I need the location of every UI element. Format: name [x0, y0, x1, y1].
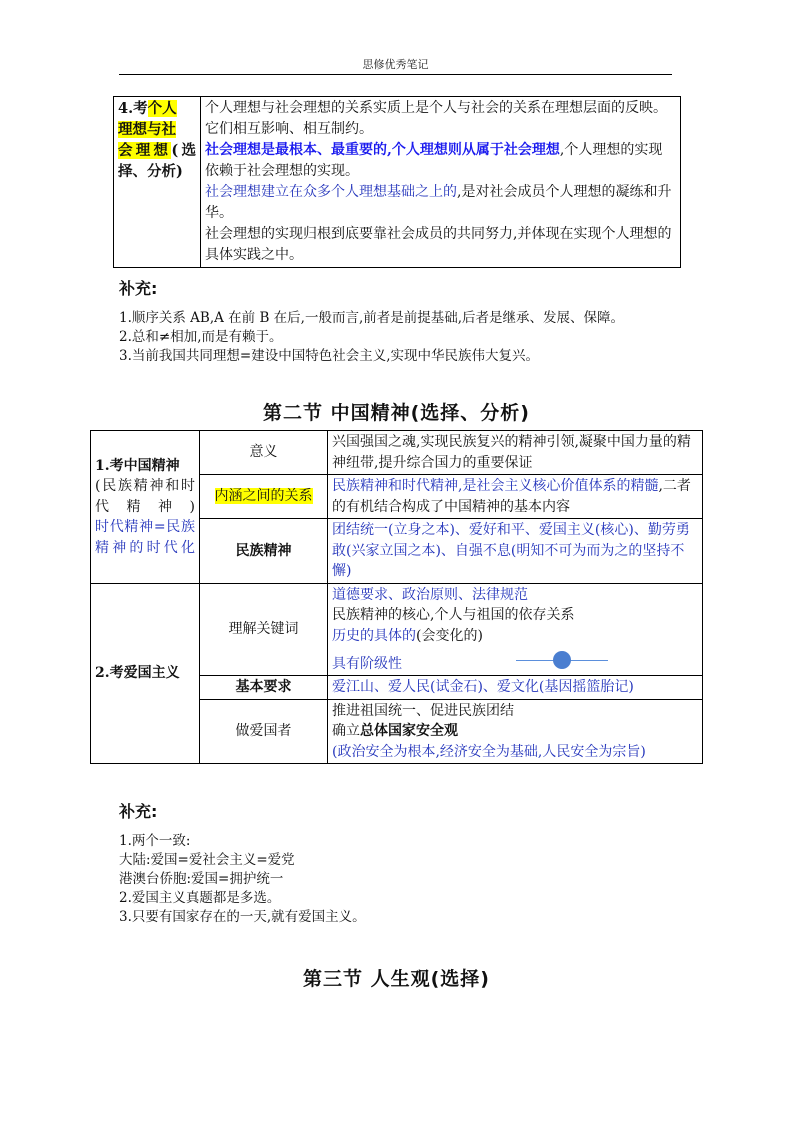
- row-relation-content: [328, 475, 703, 519]
- group-2-title: 2.考爱国主义: [95, 665, 180, 681]
- supplement-1-list: [119, 309, 679, 366]
- ideal-topic-content: [201, 97, 681, 268]
- group-1-blue: 时代精神=民族精神的时代化: [95, 519, 195, 556]
- chinese-spirit-table: [90, 430, 703, 764]
- keywords-line-4: 具有阶级性: [332, 656, 402, 672]
- patriot-line-2: [332, 721, 698, 742]
- label-highlight-2: 理想与社: [118, 121, 176, 138]
- patriot-line-1: 推进祖国统一、促进民族团结: [332, 702, 514, 719]
- para-1: 个人理想与社会理想的关系实质上是个人与社会的关系在理想层面的反映。它们相互影响、相互制约。: [205, 100, 667, 137]
- label-prefix: 4.考: [118, 100, 148, 117]
- supplement-2-item: 1.两个一致:: [119, 833, 191, 849]
- supplement-1-item: 2.总和≠相加,而是有赖于。: [119, 329, 283, 345]
- keywords-line-3-blue: 历史的具体的: [332, 627, 416, 644]
- row-national-content: 团结统一(立身之本)、爱好和平、爱国主义(核心)、勤劳勇敢(兴家立国之本)、自强不息(明知不可为而为之的坚持不懈): [328, 519, 703, 584]
- supplement-2-item: 大陆:爱国=爱社会主义=爱党: [119, 852, 295, 868]
- label-highlight-3: 会理想: [118, 142, 172, 159]
- slider-control[interactable]: [332, 646, 698, 674]
- para-3-blue: 社会理想建立在众多个人理想基础之上的: [205, 184, 457, 200]
- slider-handle[interactable]: [553, 651, 571, 669]
- row-meaning-content: 兴国强国之魂,实现民族复兴的精神引领,凝聚中国力量的精神纽带,提升综合国力的重要保证: [328, 431, 703, 475]
- row-national-label: 民族精神: [200, 519, 328, 584]
- row-patriot-content: [328, 699, 703, 764]
- section-2-title: 第二节 中国精神(选择、分析): [263, 402, 530, 424]
- relation-blue: 民族精神和时代精神,是社会主义核心价值体系的精髓: [332, 478, 659, 494]
- group-1-title: 1.考中国精神: [95, 457, 180, 474]
- ideal-topic-label: [114, 97, 201, 268]
- row-basic-content: 爱江山、爱人民(试金石)、爱文化(基因摇篮胎记): [328, 676, 703, 700]
- relation-rest: ,二者的有机结合构成了中国精神的基本内容: [332, 478, 691, 515]
- group-1-sub: (民族精神和时代精神): [95, 478, 195, 515]
- keywords-line-1: 道德要求、政治原则、法律规范: [332, 586, 528, 603]
- section-3-title: 第三节 人生观(选择): [303, 968, 490, 990]
- row-basic-label: 基本要求: [200, 676, 328, 700]
- ideal-relation-table: [113, 96, 681, 268]
- label-suffix: (选择、分析): [118, 142, 196, 180]
- keywords-line-3-rest: (会变化的): [416, 627, 483, 644]
- supplement-2-item: 港澳台侨胞:爱国=拥护统一: [119, 871, 284, 887]
- para-4: 社会理想的实现归根到底要靠社会成员的共同努力,并体现在实现个人理想的具体实践之中。: [205, 226, 672, 263]
- supplement-1-item: 3.当前我国共同理想=建设中国特色社会主义,实现中华民族伟大复兴。: [119, 348, 539, 364]
- supplement-2-item: 3.只要有国家存在的一天,就有爱国主义。: [119, 909, 366, 925]
- supplement-2-item: 2.爱国主义真题都是多选。: [119, 890, 281, 906]
- relation-label-text: 内涵之间的关系: [214, 488, 313, 505]
- group-chinese-spirit: [91, 431, 200, 584]
- keywords-line-3: [332, 626, 698, 647]
- header-title: 思修优秀笔记: [362, 58, 429, 71]
- row-relation-label: [200, 475, 328, 519]
- para-3: [205, 182, 676, 224]
- patriot-line-3: (政治安全为根本,经济安全为基础,人民安全为宗旨): [332, 743, 646, 760]
- label-highlight-1: 个人: [147, 100, 177, 117]
- group-patriotism: [91, 583, 200, 764]
- para-2-rest: ,个人理想的实现依赖于社会理想的实现。: [205, 142, 663, 179]
- para-2-bold: 社会理想是最根本、最重要的,个人理想则从属于社会理想: [205, 142, 560, 158]
- keywords-line-2: 民族精神的核心,个人与祖国的依存关系: [332, 607, 575, 623]
- row-keywords-label: 理解关键词: [200, 583, 328, 676]
- row-meaning-label: 意义: [200, 431, 328, 475]
- supplement-1-title: 补充:: [119, 279, 158, 298]
- para-2: [205, 140, 676, 182]
- supplement-2-title: 补充:: [119, 802, 158, 821]
- para-3-rest: ,是对社会成员个人理想的凝练和升华。: [205, 184, 672, 221]
- page-header: [119, 56, 672, 75]
- row-patriot-label: 做爱国者: [200, 699, 328, 764]
- patriot-line-2-bold: 总体国家安全观: [360, 723, 458, 739]
- row-keywords-content: [328, 583, 703, 676]
- supplement-1-item: 1.顺序关系 AB,A 在前 B 在后,一般而言,前者是前提基础,后者是继承、发展、保障。: [119, 310, 625, 326]
- supplement-2-list: [119, 832, 679, 927]
- patriot-line-2-prefix: 确立: [332, 723, 360, 739]
